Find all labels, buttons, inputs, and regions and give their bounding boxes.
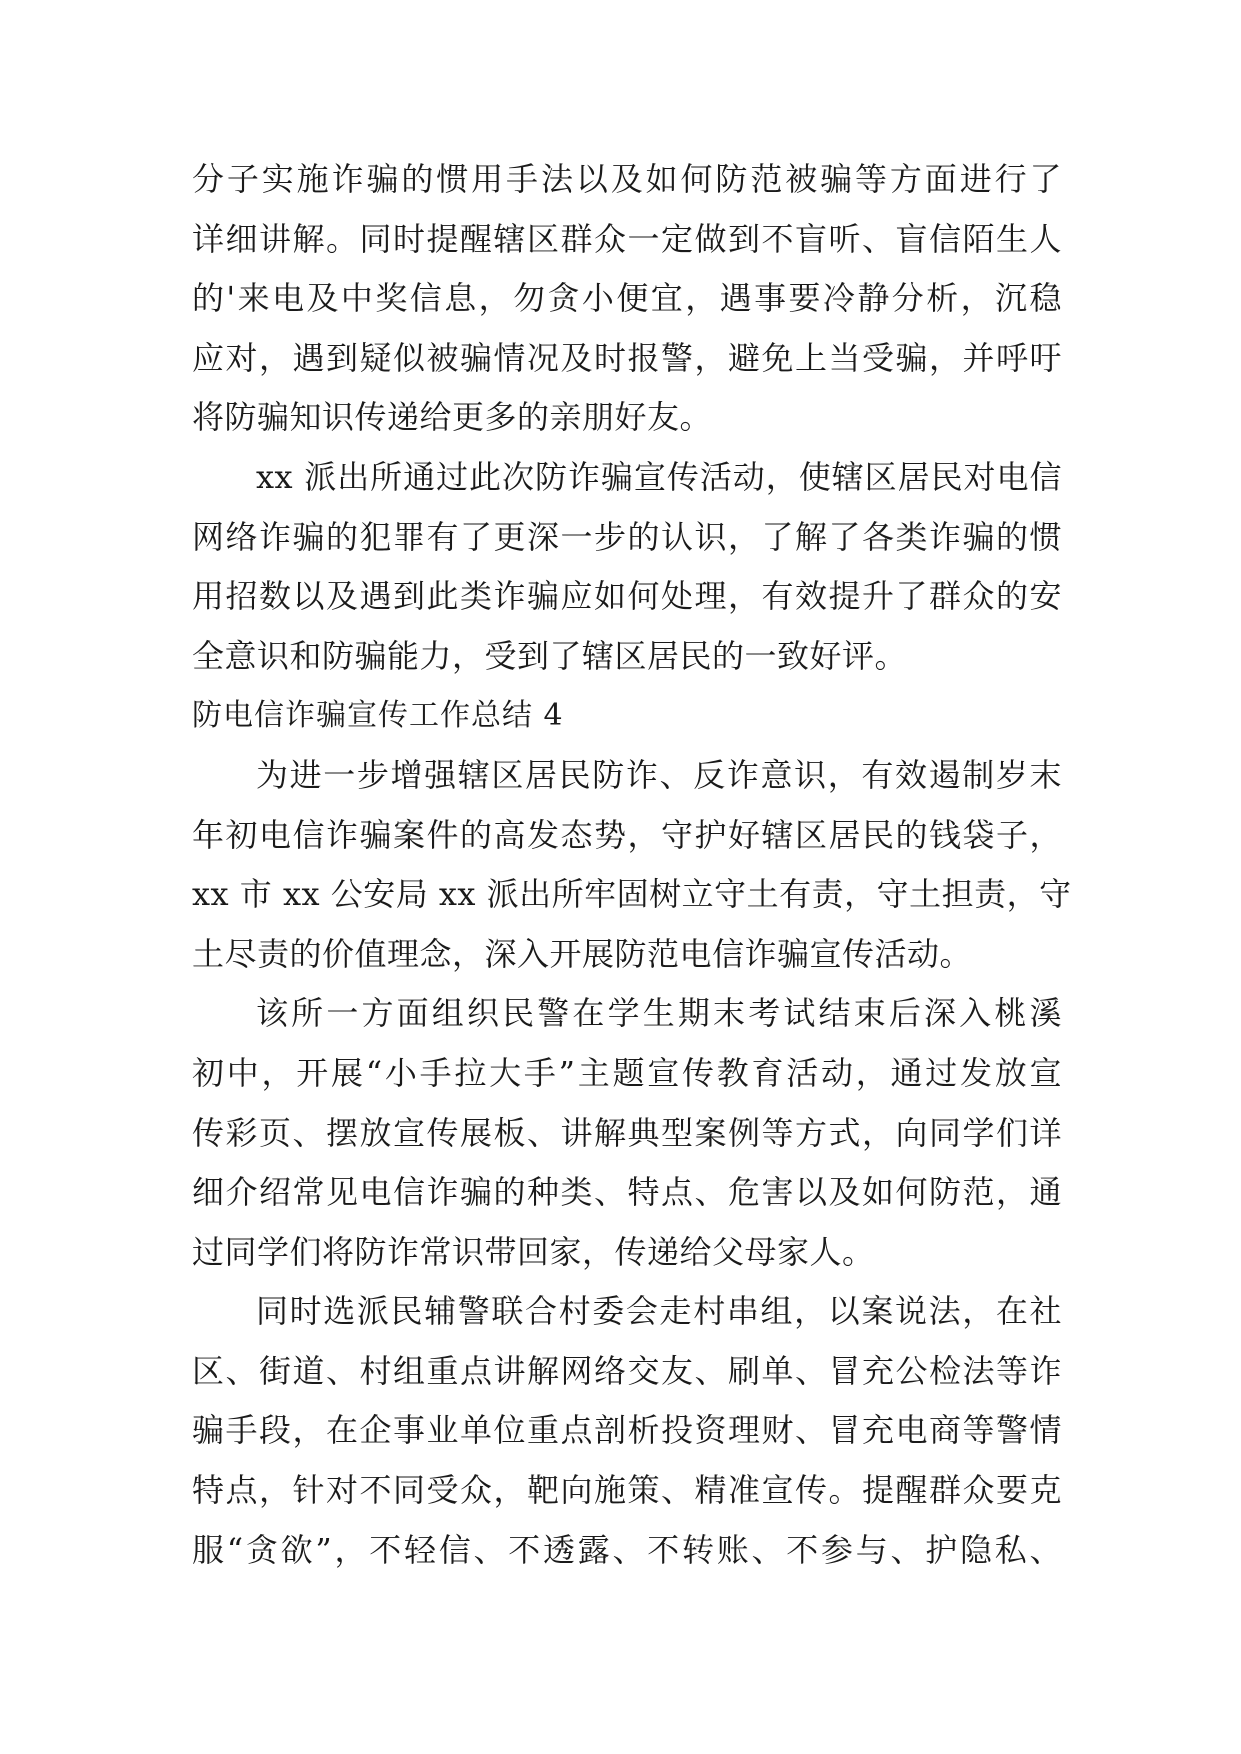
text-line: 骗手段，在企事业单位重点剖析投资理财、冒充电商等警情 bbox=[192, 1411, 1062, 1450]
text-line: 应对，遇到疑似被骗情况及时报警，避免上当受骗，并呼吁 bbox=[192, 338, 1062, 377]
text-line: 区、街道、村组重点讲解网络交友、刷单、冒充公检法等诈 bbox=[192, 1351, 1062, 1390]
text-line: xx 市 xx 公安局 xx 派出所牢固树立守土有责，守土担责，守 bbox=[192, 875, 1072, 914]
text-line: 网络诈骗的犯罪有了更深一步的认识，了解了各类诈骗的惯 bbox=[192, 517, 1062, 556]
document-body bbox=[192, 150, 1072, 1580]
text-line: 的'来电及中奖信息，勿贪小便宜，遇事要冷静分析，沉稳 bbox=[192, 279, 1062, 318]
text-line: 细介绍常见电信诈骗的种类、特点、危害以及如何防范，通 bbox=[192, 1173, 1062, 1212]
text-line: 该所一方面组织民警在学生期末考试结束后深入桃溪 bbox=[256, 994, 1062, 1033]
text-line: 服“贪欲”，不轻信、不透露、不转账、不参与、护隐私、 bbox=[192, 1530, 1062, 1569]
text-line: 年初电信诈骗案件的高发态势，守护好辖区居民的钱袋子， bbox=[192, 815, 1062, 854]
text-line: 将防骗知识传递给更多的亲朋好友。 bbox=[192, 398, 713, 437]
section-heading: 防电信诈骗宣传工作总结 4 bbox=[192, 698, 564, 734]
text-line: 为进一步增强辖区居民防诈、反诈意识，有效遏制岁末 bbox=[256, 755, 1062, 794]
text-line: 全意识和防骗能力，受到了辖区居民的一致好评。 bbox=[192, 636, 908, 675]
text-line: 初中，开展“小手拉大手”主题宣传教育活动，通过发放宣 bbox=[192, 1053, 1062, 1092]
text-line: xx 派出所通过此次防诈骗宣传活动，使辖区居民对电信 bbox=[256, 457, 1062, 496]
text-line: 过同学们将防诈常识带回家，传递给父母家人。 bbox=[192, 1232, 875, 1271]
text-line: 特点，针对不同受众，靶向施策、精准宣传。提醒群众要克 bbox=[192, 1471, 1062, 1510]
text-line: 详细讲解。同时提醒辖区群众一定做到不盲听、盲信陌生人 bbox=[192, 219, 1062, 258]
text-line: 用招数以及遇到此类诈骗应如何处理，有效提升了群众的安 bbox=[192, 577, 1062, 616]
text-line: 土尽责的价值理念，深入开展防范电信诈骗宣传活动。 bbox=[192, 934, 973, 973]
text-line: 同时选派民辅警联合村委会走村串组，以案说法，在社 bbox=[256, 1292, 1062, 1331]
text-line: 分子实施诈骗的惯用手法以及如何防范被骗等方面进行了 bbox=[192, 160, 1062, 198]
text-line: 传彩页、摆放宣传展板、讲解典型案例等方式，向同学们详 bbox=[192, 1113, 1062, 1152]
